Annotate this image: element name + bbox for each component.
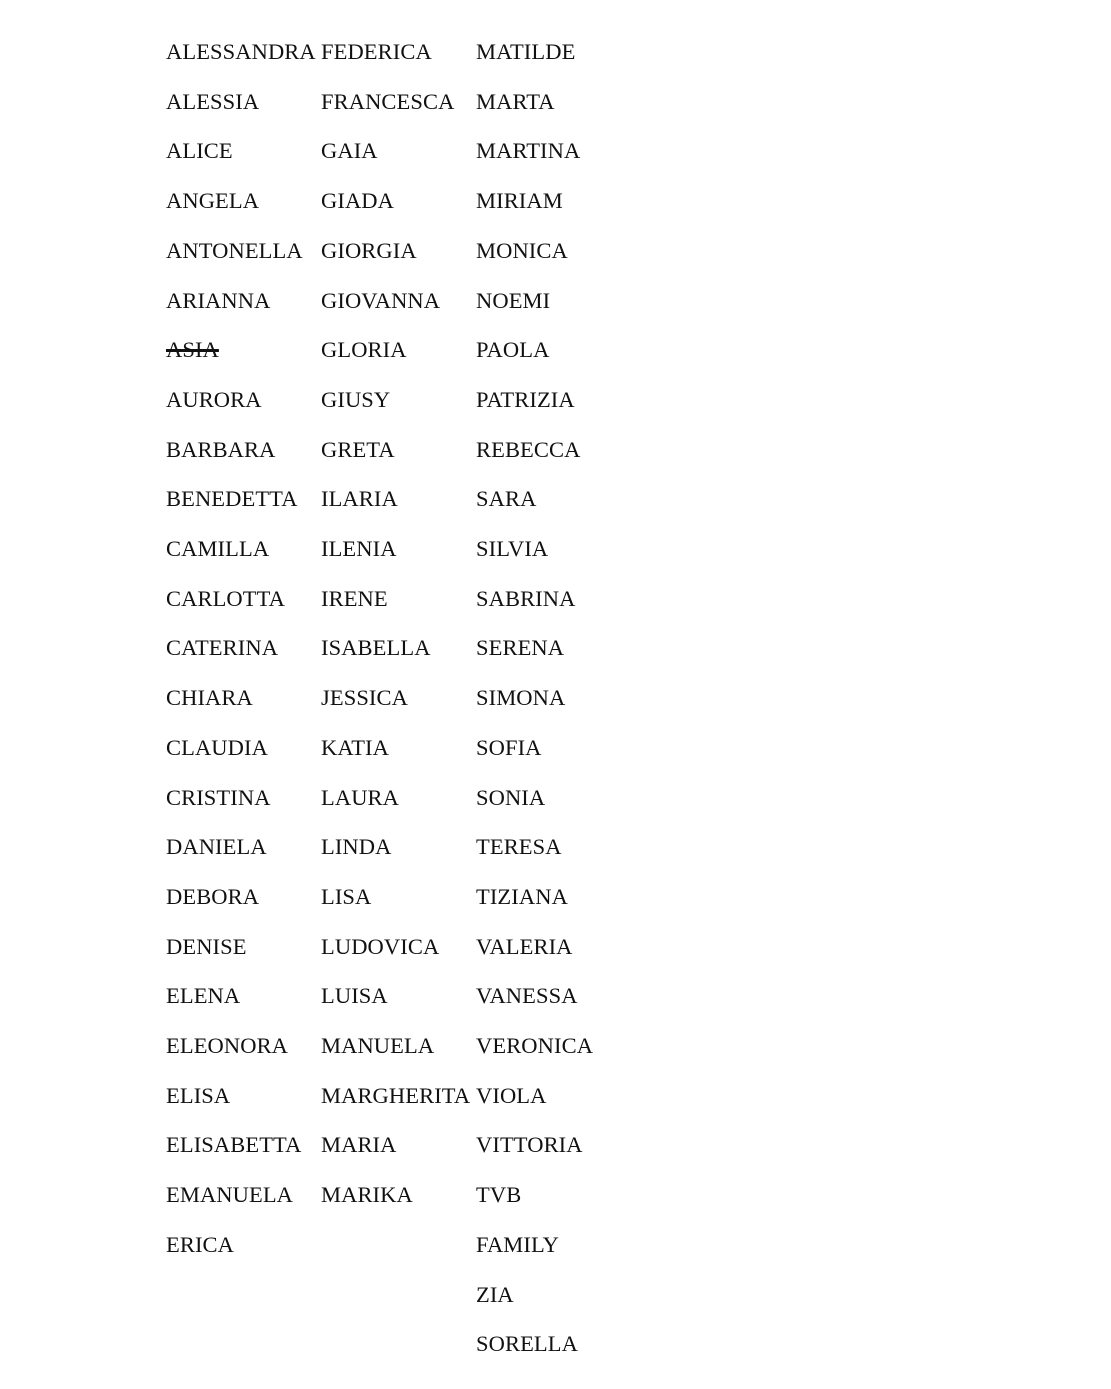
name-entry: CRISTINA [166, 784, 271, 810]
name-entry: SABRINA [476, 585, 576, 611]
name-entry: CLAUDIA [166, 734, 268, 760]
name-entry: EMANUELA [166, 1182, 294, 1208]
name-entry: CHIARA [166, 685, 253, 711]
name-entry: ANTONELLA [166, 237, 303, 263]
name-entry: MARTA [476, 88, 555, 114]
name-entry: MARTINA [476, 138, 581, 164]
name-entry: MIRIAM [476, 188, 563, 214]
name-entry: VIOLA [476, 1082, 547, 1108]
name-entry: TVB [476, 1182, 522, 1208]
name-entry: LAURA [321, 784, 399, 810]
name-entry: SONIA [476, 784, 546, 810]
name-entry: ALICE [166, 138, 233, 164]
name-entry: VALERIA [476, 933, 573, 959]
name-entry: GIUSY [321, 386, 391, 412]
name-entry: ERICA [166, 1231, 234, 1257]
name-entry: CAMILLA [166, 536, 270, 561]
name-entry: SERENA [476, 635, 565, 661]
name-entry: GIADA [321, 188, 394, 214]
name-entry: DANIELA [166, 834, 267, 860]
name-entry: ALESSANDRA [166, 39, 316, 64]
name-entry: VANESSA [476, 983, 578, 1009]
name-entry: MONICA [476, 237, 568, 263]
name-entry: CARLOTTA [166, 585, 285, 611]
name-entry: MARIKA [321, 1182, 413, 1208]
name-entry: FAMILY [476, 1231, 559, 1257]
name-entry: ANGELA [166, 188, 260, 214]
name-entry: KATIA [321, 734, 389, 760]
name-entry: LINDA [321, 834, 392, 860]
name-entry: FEDERICA [321, 39, 432, 64]
name-entry: ELENA [166, 983, 241, 1009]
name-entry: ELISA [166, 1082, 231, 1108]
name-entry: ARIANNA [166, 287, 271, 313]
name-entry: ELISABETTA [166, 1132, 302, 1158]
name-entry: LUISA [321, 983, 388, 1009]
name-entry: MARGHERITA [321, 1082, 471, 1108]
name-entry: MATILDE [476, 39, 576, 64]
name-entry: ELEONORA [166, 1033, 289, 1058]
name-entry: LISA [321, 883, 372, 909]
name-entry: NOEMI [476, 287, 551, 313]
name-entry: SIMONA [476, 685, 566, 711]
name-entry: AURORA [166, 386, 262, 412]
name-entry: IRENE [321, 585, 388, 611]
name-entry: GRETA [321, 436, 395, 462]
name-entry: SILVIA [476, 536, 549, 561]
name-entry: BENEDETTA [166, 486, 298, 512]
name-entry: GAIA [321, 138, 378, 164]
name-entry: VERONICA [476, 1033, 594, 1058]
name-entry: SOFIA [476, 734, 542, 760]
name-entry: REBECCA [476, 436, 581, 462]
name-entry: DENISE [166, 933, 247, 959]
name-entry: SARA [476, 486, 537, 512]
name-entry: GIOVANNA [321, 287, 441, 313]
name-entry: BARBARA [166, 436, 276, 462]
name-entry: ILARIA [321, 486, 398, 512]
name-entry: TIZIANA [476, 883, 568, 909]
name-entry: ALESSIA [166, 88, 260, 114]
name-entry: JESSICA [321, 685, 408, 711]
name-entry: GIORGIA [321, 237, 417, 263]
name-entry: PATRIZIA [476, 386, 575, 412]
name-entry: TERESA [476, 834, 562, 860]
name-entry: VITTORIA [476, 1132, 583, 1158]
name-entry: MARIA [321, 1132, 397, 1158]
name-entry: ZIA [476, 1281, 514, 1307]
name-entry: PAOLA [476, 337, 550, 363]
name-entry: SORELLA [476, 1331, 578, 1357]
name-entry-struck: ASIA [166, 337, 219, 363]
name-entry: CATERINA [166, 635, 279, 661]
name-entry: FRANCESCA [321, 88, 455, 114]
name-entry: ISABELLA [321, 635, 431, 661]
name-entry: ILENIA [321, 536, 397, 561]
name-entry: DEBORA [166, 883, 260, 909]
name-entry: MANUELA [321, 1033, 435, 1058]
name-entry: LUDOVICA [321, 933, 440, 959]
name-entry: GLORIA [321, 337, 407, 363]
